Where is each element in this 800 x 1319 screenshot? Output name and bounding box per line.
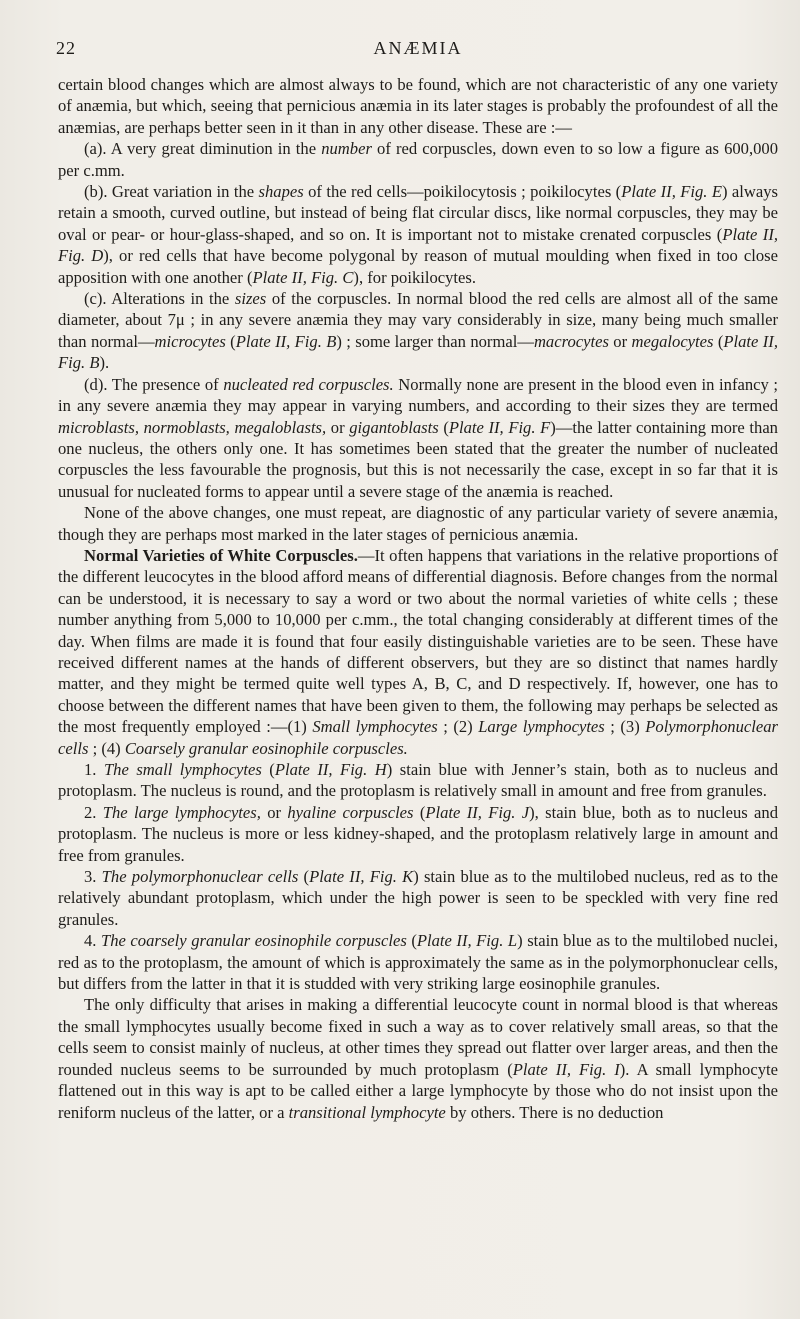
text-run: of the corpuscles. In normal blood the red cells are almost all of the same diameter, about 7μ ; in any severe anæmia they may vary considerably in size, many being much smaller than normal— <box>58 289 779 351</box>
text-run: ( <box>298 867 310 887</box>
text-run: ( <box>413 802 426 822</box>
paragraph <box>58 502 778 545</box>
italic-text: Polymorphonuclear cells <box>58 717 778 758</box>
text-run: ). A small lymphocyte flattened out in this way is apt to be called either a large lymphocyte by those who do not insist upon the reniform nucleus of the latter, or a <box>58 1059 778 1122</box>
italic-text: Plate II, Fig. K <box>309 867 414 887</box>
paragraph <box>58 74 778 138</box>
italic-text: The coarsely granular eosinophile corpuscles <box>101 931 407 951</box>
text-run: by others. There is no deduction <box>445 1102 664 1122</box>
italic-text: Plate II, Fig. H <box>274 760 387 779</box>
italic-text: hyaline corpuscles <box>287 802 414 822</box>
text-run: ). <box>99 353 110 373</box>
italic-text: shapes <box>258 182 304 202</box>
text-run: or <box>608 331 632 351</box>
text-run: of red corpuscles, down even to so low a figure as 600,000 per c.mm. <box>58 139 778 180</box>
running-title: ANÆMIA <box>373 38 463 58</box>
text-run: ; (4) <box>88 738 125 758</box>
text-run: (d). The presence of <box>84 374 224 394</box>
text-run: (b). Great variation in the <box>84 182 259 202</box>
text-run: ( <box>438 417 449 437</box>
text-run: ), or red cells that have become polygonal by reason of mutual moulding when fixed in too close apposition with one another ( <box>58 246 778 287</box>
text-run: —It often happens that variations in the relative proportions of the different leucocytes in the blood afford means of differential diagnosis. Before changes from the normal can be understood, it is necessary to say a word or two about the normal varieties of white cells ; these number anything from 5,000 to 10,000 per c.mm., the total changing considerably at different times of the day. When films are made it is found that four easily distinguishable varieties are to be seen. These have received different names at the hands of different observers, but they are so distinct that names hardly matter, and they might be termed quite well types A, B, C, and D respectively. If, however, one has to choose between the different names that have been given to them, the following may perhaps be selected as the most frequently employed :—(1) <box>58 545 778 737</box>
text-run: None of the above changes, one must repeat, are diagnostic of any particular variety of severe anæmia, though they are perhaps most marked in the later stages of pernicious anæmia. <box>58 503 778 544</box>
text-run: ( <box>406 931 417 951</box>
paragraph <box>58 866 778 930</box>
text-run: ) always retain a smooth, curved outline, but instead of being flat circular discs, like normal corpuscles, they may be oval or pear- or hour-glass-shaped, and so on. It is important not to mistake crenated corpuscles ( <box>58 182 778 244</box>
italic-text: megalocytes <box>631 331 714 351</box>
italic-text: Plate II, Fig. E <box>621 182 722 202</box>
text-run: 1. <box>84 760 104 779</box>
text-run: ) ; some larger than normal— <box>336 331 534 351</box>
text-run: 4. <box>84 931 101 951</box>
italic-text: transitional lymphocyte <box>288 1102 446 1122</box>
paragraph <box>58 288 778 374</box>
italic-text: Coarsely granular eosinophile corpuscles. <box>124 738 408 758</box>
italic-text: sizes <box>234 289 267 309</box>
italic-text: Plate II, Fig. D <box>58 224 778 266</box>
italic-text: Plate II, Fig. B <box>235 331 337 351</box>
text-run: ) stain blue with Jenner’s stain, both as to nucleus and protoplasm. The nucleus is round, and the protoplasm is relatively small in amount and free from granules. <box>58 760 778 801</box>
paragraph <box>58 138 778 181</box>
paragraph <box>58 930 778 994</box>
text-run: ( <box>713 331 724 351</box>
text-run: )—the latter containing more than one nucleus, the others only one. It has sometimes been stated that the greater the number of nucleated corpuscles the less favourable the prognosis, but this is not necessarily the case, except in so far that it is unusual for nucleated forms to appear until a severe stage of the anæmia is reached. <box>58 417 778 501</box>
paragraph <box>58 994 778 1122</box>
italic-text: Small lymphocytes <box>312 717 438 737</box>
text-run: of the red cells—poikilocytosis ; poikilocytes ( <box>303 182 622 202</box>
text-run: 2. <box>84 802 103 822</box>
text-run: Normally none are present in the blood even in infancy ; in any severe anæmia they may appear in varying numbers, and according to their sizes they are termed <box>58 374 779 416</box>
italic-text: The small lymphocytes <box>103 760 262 779</box>
italic-text: The large lymphocytes, <box>102 802 261 822</box>
italic-text: number <box>321 139 372 159</box>
text-run: ( <box>225 331 236 351</box>
italic-text: Plate II, Fig. J <box>425 802 530 822</box>
italic-text: microblasts, normoblasts, megaloblasts, <box>58 417 327 437</box>
page-number: 22 <box>56 38 76 58</box>
text-run: ), for poikilocytes. <box>353 267 477 287</box>
text-run: ) stain blue as to the multilobed nucleus, red as to the relatively abundant protoplasm, which under the high power is seen to be speckled with very fine red granules. <box>58 867 778 929</box>
italic-text: Plate II, Fig. F <box>448 417 551 437</box>
text-run: or <box>260 802 288 822</box>
text-run: ) stain blue as to the multilobed nuclei, red as to the protoplasm, the amount of which is approximately the same as in the polymorphonuclear cells, but differs from the latter in that it is studded with very striking large eosinophile granules. <box>58 931 778 994</box>
italic-text: microcytes <box>154 331 226 351</box>
text-run: ( <box>261 760 275 779</box>
text-run: 3. <box>84 867 102 887</box>
italic-text: Plate II, Fig. I <box>512 1059 620 1079</box>
section-heading: Normal Varieties of White Corpuscles. <box>84 545 358 565</box>
text-run: The only difficulty that arises in making a differential leucocyte count in normal blood is that whereas the small lymphocytes usually become fixed in such a way as to cover relatively small areas, so that the cells seem to consist mainly of nucleus, at other times they spread out flatter over larger areas, and then the rounded nucleus seems to be surrounded by much protoplasm ( <box>58 995 778 1079</box>
page-header <box>58 38 778 74</box>
text-run: certain blood changes which are almost always to be found, which are not characteristic of any one variety of anæmia, but which, seeing that pernicious anæmia in its later stages is probably the profoundest of all the anæmias, are perhaps better seen in it than in any other disease. These are :— <box>58 75 778 137</box>
paragraph <box>58 759 778 802</box>
text-run: (c). Alterations in the <box>84 289 235 309</box>
italic-text: gigantoblasts <box>349 417 439 437</box>
paragraph <box>58 802 778 866</box>
italic-text: Large lymphocytes <box>478 717 605 737</box>
text-run: or <box>326 417 350 437</box>
body-text <box>58 74 778 1123</box>
text-run: ), stain blue, both as to nucleus and protoplasm. The nucleus is more or less kidney-shaped, and the protoplasm relatively large in amount and free from granules. <box>58 802 778 865</box>
text-run: ; (3) <box>604 717 646 737</box>
italic-text: Plate II, Fig. L <box>416 931 518 951</box>
text-run: (a). A very great diminution in the <box>84 139 322 159</box>
paragraph <box>58 374 778 502</box>
italic-text: Plate II, Fig. B <box>58 331 778 373</box>
italic-text: macrocytes <box>533 331 609 351</box>
paragraph <box>58 181 778 288</box>
italic-text: The polymorphonuclear cells <box>101 867 299 887</box>
italic-text: Plate II, Fig. C <box>252 267 354 287</box>
paragraph <box>58 545 778 759</box>
text-run: ; (2) <box>437 717 479 737</box>
italic-text: nucleated red corpuscles. <box>223 374 394 394</box>
